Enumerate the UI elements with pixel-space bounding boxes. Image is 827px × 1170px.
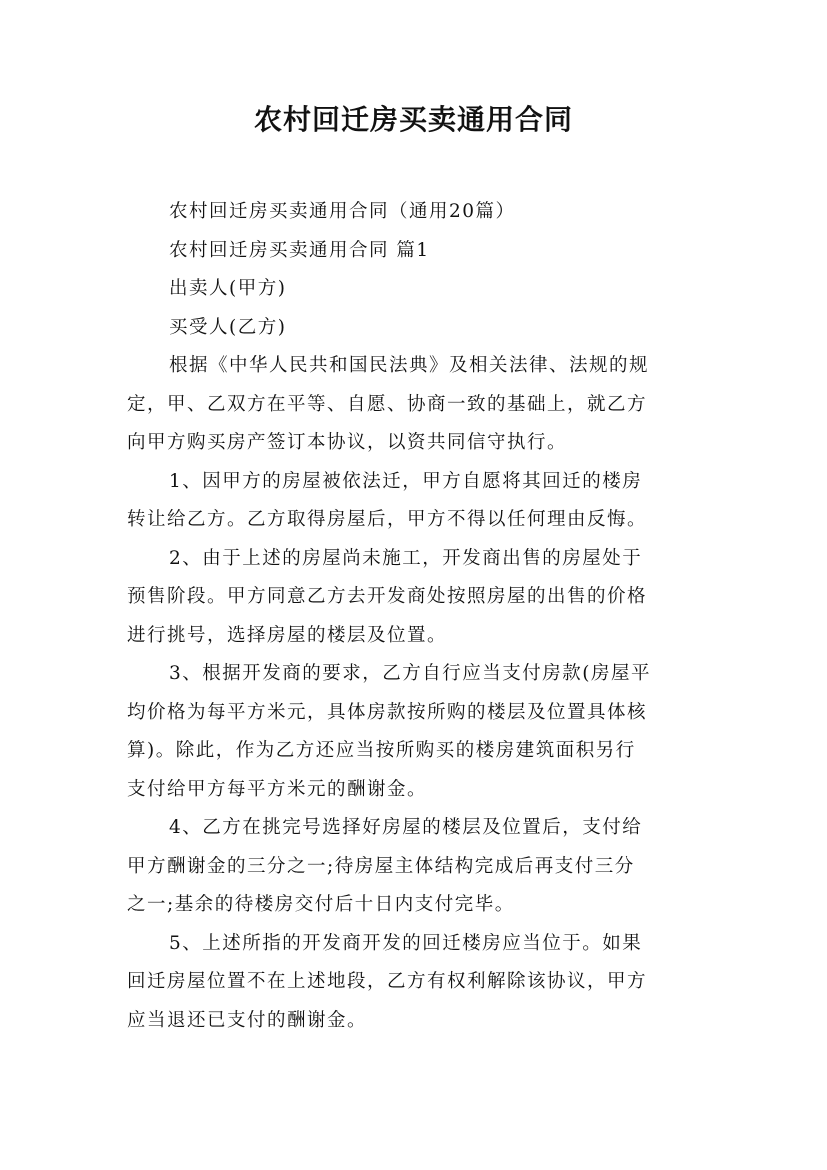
section-heading: 农村回迁房买卖通用合同 篇1 xyxy=(169,239,430,261)
clause-3-line: 支付给甲方每平方米元的酬谢金。 xyxy=(127,778,428,800)
clause-2-line: 2、由于上述的房屋尚未施工，开发商出售的房屋处于 xyxy=(169,547,643,569)
clause-3-line: 3、根据开发商的要求，乙方自行应当支付房款(房屋平 xyxy=(169,663,651,684)
clause-3-line: 算)。除此，作为乙方还应当按所购买的楼房建筑面积另行 xyxy=(127,740,636,761)
seller-label: 出卖人(甲方) xyxy=(169,278,287,299)
clause-1-line: 1、因甲方的房屋被依法迁，甲方自愿将其回迁的楼房 xyxy=(169,470,643,492)
clause-4-line: 甲方酬谢金的三分之一;待房屋主体结构完成后再支付三分 xyxy=(127,855,635,877)
document-subtitle: 农村回迁房买卖通用合同（通用20篇） xyxy=(169,201,516,222)
document-body xyxy=(127,193,705,1040)
clause-2-line: 预售阶段。甲方同意乙方去开发商处按照房屋的出售的价格 xyxy=(127,586,648,607)
clause-5-line: 应当退还已支付的酬谢金。 xyxy=(127,1009,368,1031)
clause-5-line: 5、上述所指的开发商开发的回迁楼房应当位于。如果 xyxy=(169,932,643,954)
clause-1-line: 转让给乙方。乙方取得房屋后，甲方不得以任何理由反悔。 xyxy=(127,509,648,530)
document-title: 农村回迁房买卖通用合同 xyxy=(253,103,573,136)
intro-paragraph-line: 定，甲、乙双方在平等、自愿、协商一致的基础上，就乙方 xyxy=(127,393,648,415)
clause-2-line: 进行挑号，选择房屋的楼层及位置。 xyxy=(127,624,448,646)
clause-4-line: 4、乙方在挑完号选择好房屋的楼层及位置后，支付给 xyxy=(169,817,643,838)
clause-5-line: 回迁房屋位置不在上述地段，乙方有权利解除该协议，甲方 xyxy=(127,971,648,992)
clause-4-line: 之一;基余的待楼房交付后十日内支付完毕。 xyxy=(127,894,515,915)
buyer-label: 买受人(乙方) xyxy=(169,316,287,338)
intro-paragraph-line: 向甲方购买房产签订本协议，以资共同信守执行。 xyxy=(127,432,568,453)
intro-paragraph-line: 根据《中华人民共和国民法典》及相关法律、法规的规 xyxy=(169,355,650,376)
clause-3-line: 均价格为每平方米元，具体房款按所购的楼层及位置具体核 xyxy=(127,701,648,723)
